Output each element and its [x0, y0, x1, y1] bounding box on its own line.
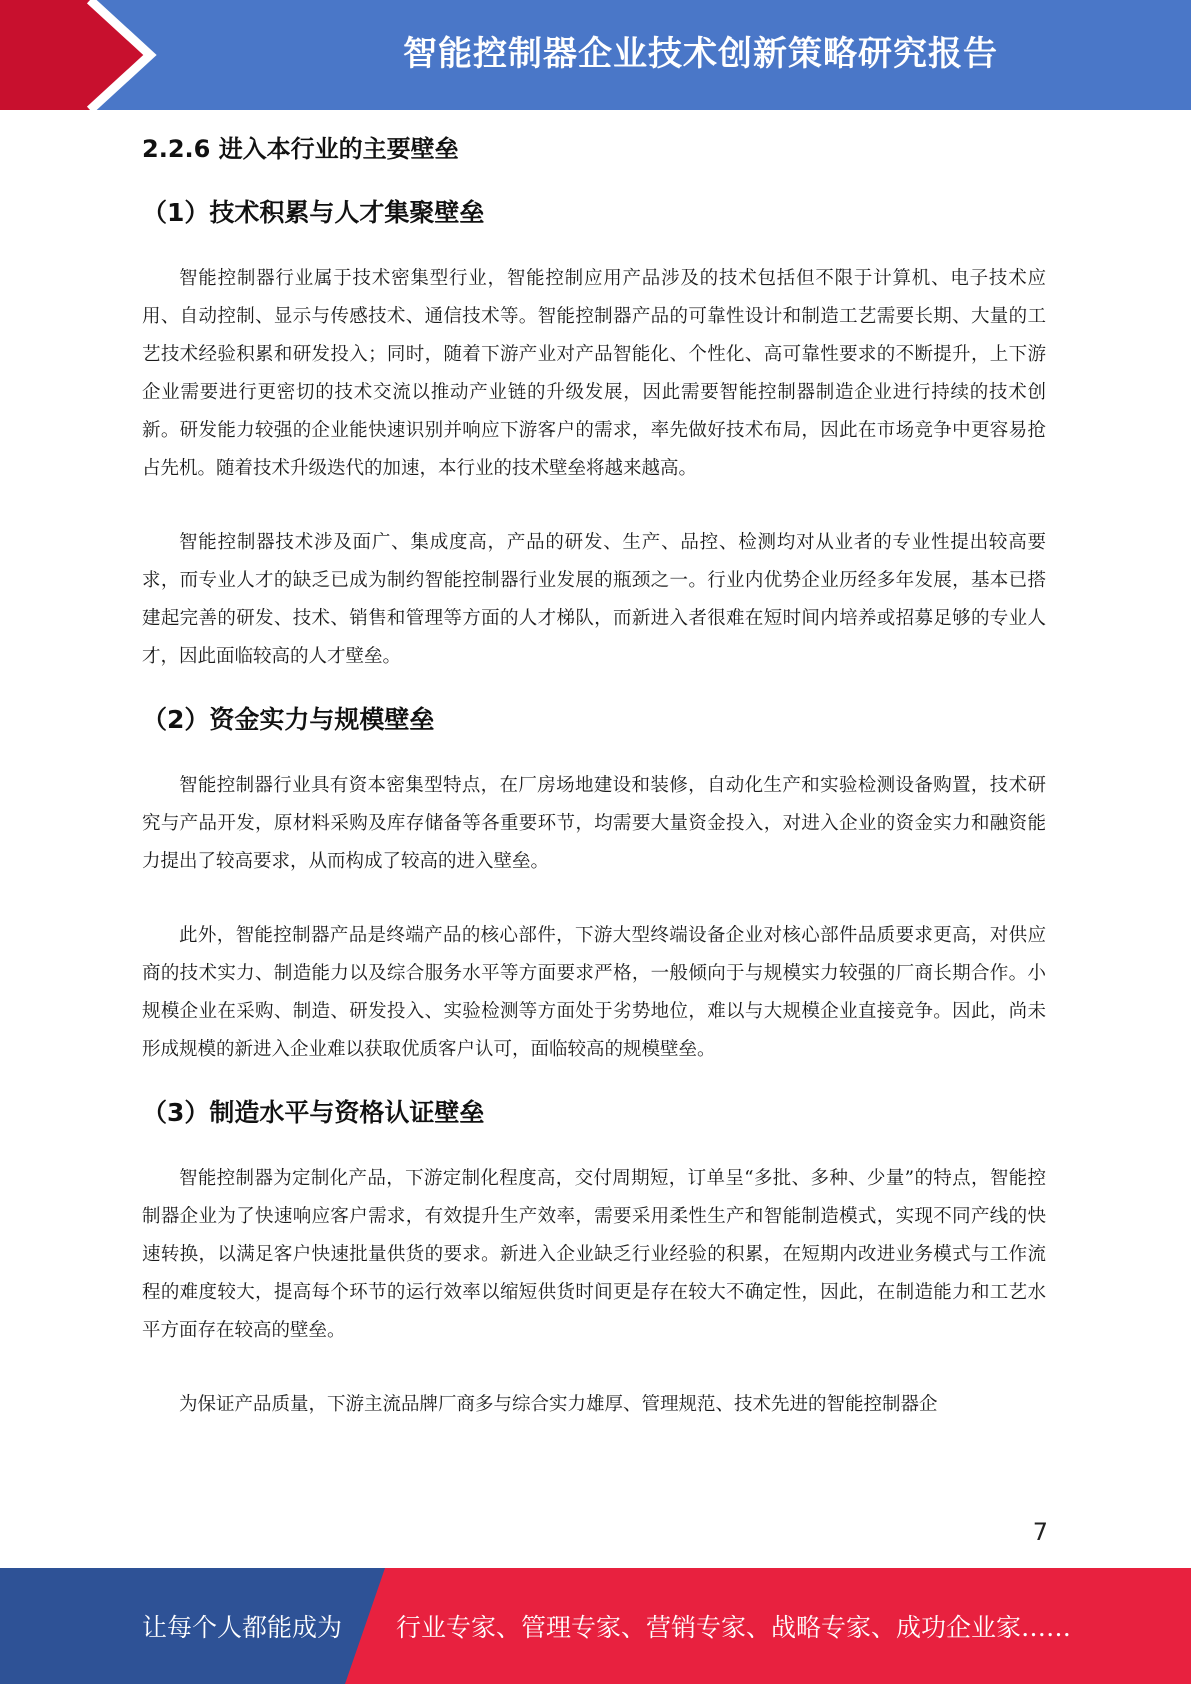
footer-slogan-right: 行业专家、管理专家、营销专家、战略专家、成功企业家…… — [396, 1613, 1072, 1642]
page-footer — [0, 1568, 1191, 1684]
footer-slogan-left: 让每个人都能成为 — [142, 1613, 343, 1642]
subsection-title-1: （1）技术积累与人才集聚壁垒 — [142, 198, 485, 227]
page-number: 7 — [1032, 1518, 1048, 1546]
paragraph: 智能控制器技术涉及面广、集成度高，产品的研发、生产、品控、检测均对从业者的专业性提出较高要求，而专业人才的缺乏已成为制约智能控制器行业发展的瓶颈之一。行业内优势企业历经多年发展，基本已搭建起完善的研发、技术、销售和管理等方面的人才梯队，而新进入者很难在短时间内培养或招募足够的专业人才，因此面临较高的人才壁垒。 — [142, 532, 1046, 667]
main-content — [142, 126, 1046, 1424]
paragraph: 此外，智能控制器产品是终端产品的核心部件，下游大型终端设备企业对核心部件品质要求更高，对供应商的技术实力、制造能力以及综合服务水平等方面要求严格，一般倾向于与规模实力较强的厂商长期合作。小规模企业在采购、制造、研发投入、实验检测等方面处于劣势地位，难以与大规模企业直接竞争。因此，尚未形成规模的新进入企业难以获取优质客户认可，面临较高的规模壁垒。 — [142, 925, 1046, 1060]
page-header — [0, 0, 1191, 110]
subsection-title-2: （2）资金实力与规模壁垒 — [142, 705, 435, 734]
paragraph: 智能控制器行业具有资本密集型特点，在厂房场地建设和装修，自动化生产和实验检测设备购置，技术研究与产品开发，原材料采购及库存储备等各重要环节，均需要大量资金投入，对进入企业的资金实力和融资能力提出了较高要求，从而构成了较高的进入壁垒。 — [142, 775, 1046, 872]
paragraph: 为保证产品质量，下游主流品牌厂商多与综合实力雄厚、管理规范、技术先进的智能控制器企 — [179, 1394, 938, 1415]
report-title: 智能控制器企业技术创新策略研究报告 — [403, 34, 998, 74]
subsection-title-3: （3）制造水平与资格认证壁垒 — [142, 1098, 485, 1127]
section-title: 2.2.6 进入本行业的主要壁垒 — [142, 135, 459, 163]
paragraph: 智能控制器为定制化产品，下游定制化程度高，交付周期短，订单呈“多批、多种、少量”的特点，智能控制器企业为了快速响应客户需求，有效提升生产效率，需要采用柔性生产和智能制造模式，实现不同产线的快速转换，以满足客户快速批量供货的要求。新进入企业缺乏行业经验的积累，在短期内改进业务模式与工作流程的难度较大，提高每个环节的运行效率以缩短供货时间更是存在较大不确定性，因此，在制造能力和工艺水平方面存在较高的壁垒。 — [142, 1168, 1046, 1341]
paragraph: 智能控制器行业属于技术密集型行业，智能控制应用产品涉及的技术包括但不限于计算机、电子技术应用、自动控制、显示与传感技术、通信技术等。智能控制器产品的可靠性设计和制造工艺需要长期、大量的工艺技术经验积累和研发投入；同时，随着下游产业对产品智能化、个性化、高可靠性要求的不断提升，上下游企业需要进行更密切的技术交流以推动产业链的升级发展，因此需要智能控制器制造企业进行持续的技术创新。研发能力较强的企业能快速识别并响应下游客户的需求，率先做好技术布局，因此在市场竞争中更容易抢占先机。随着技术升级迭代的加速，本行业的技术壁垒将越来越高。 — [142, 268, 1046, 479]
